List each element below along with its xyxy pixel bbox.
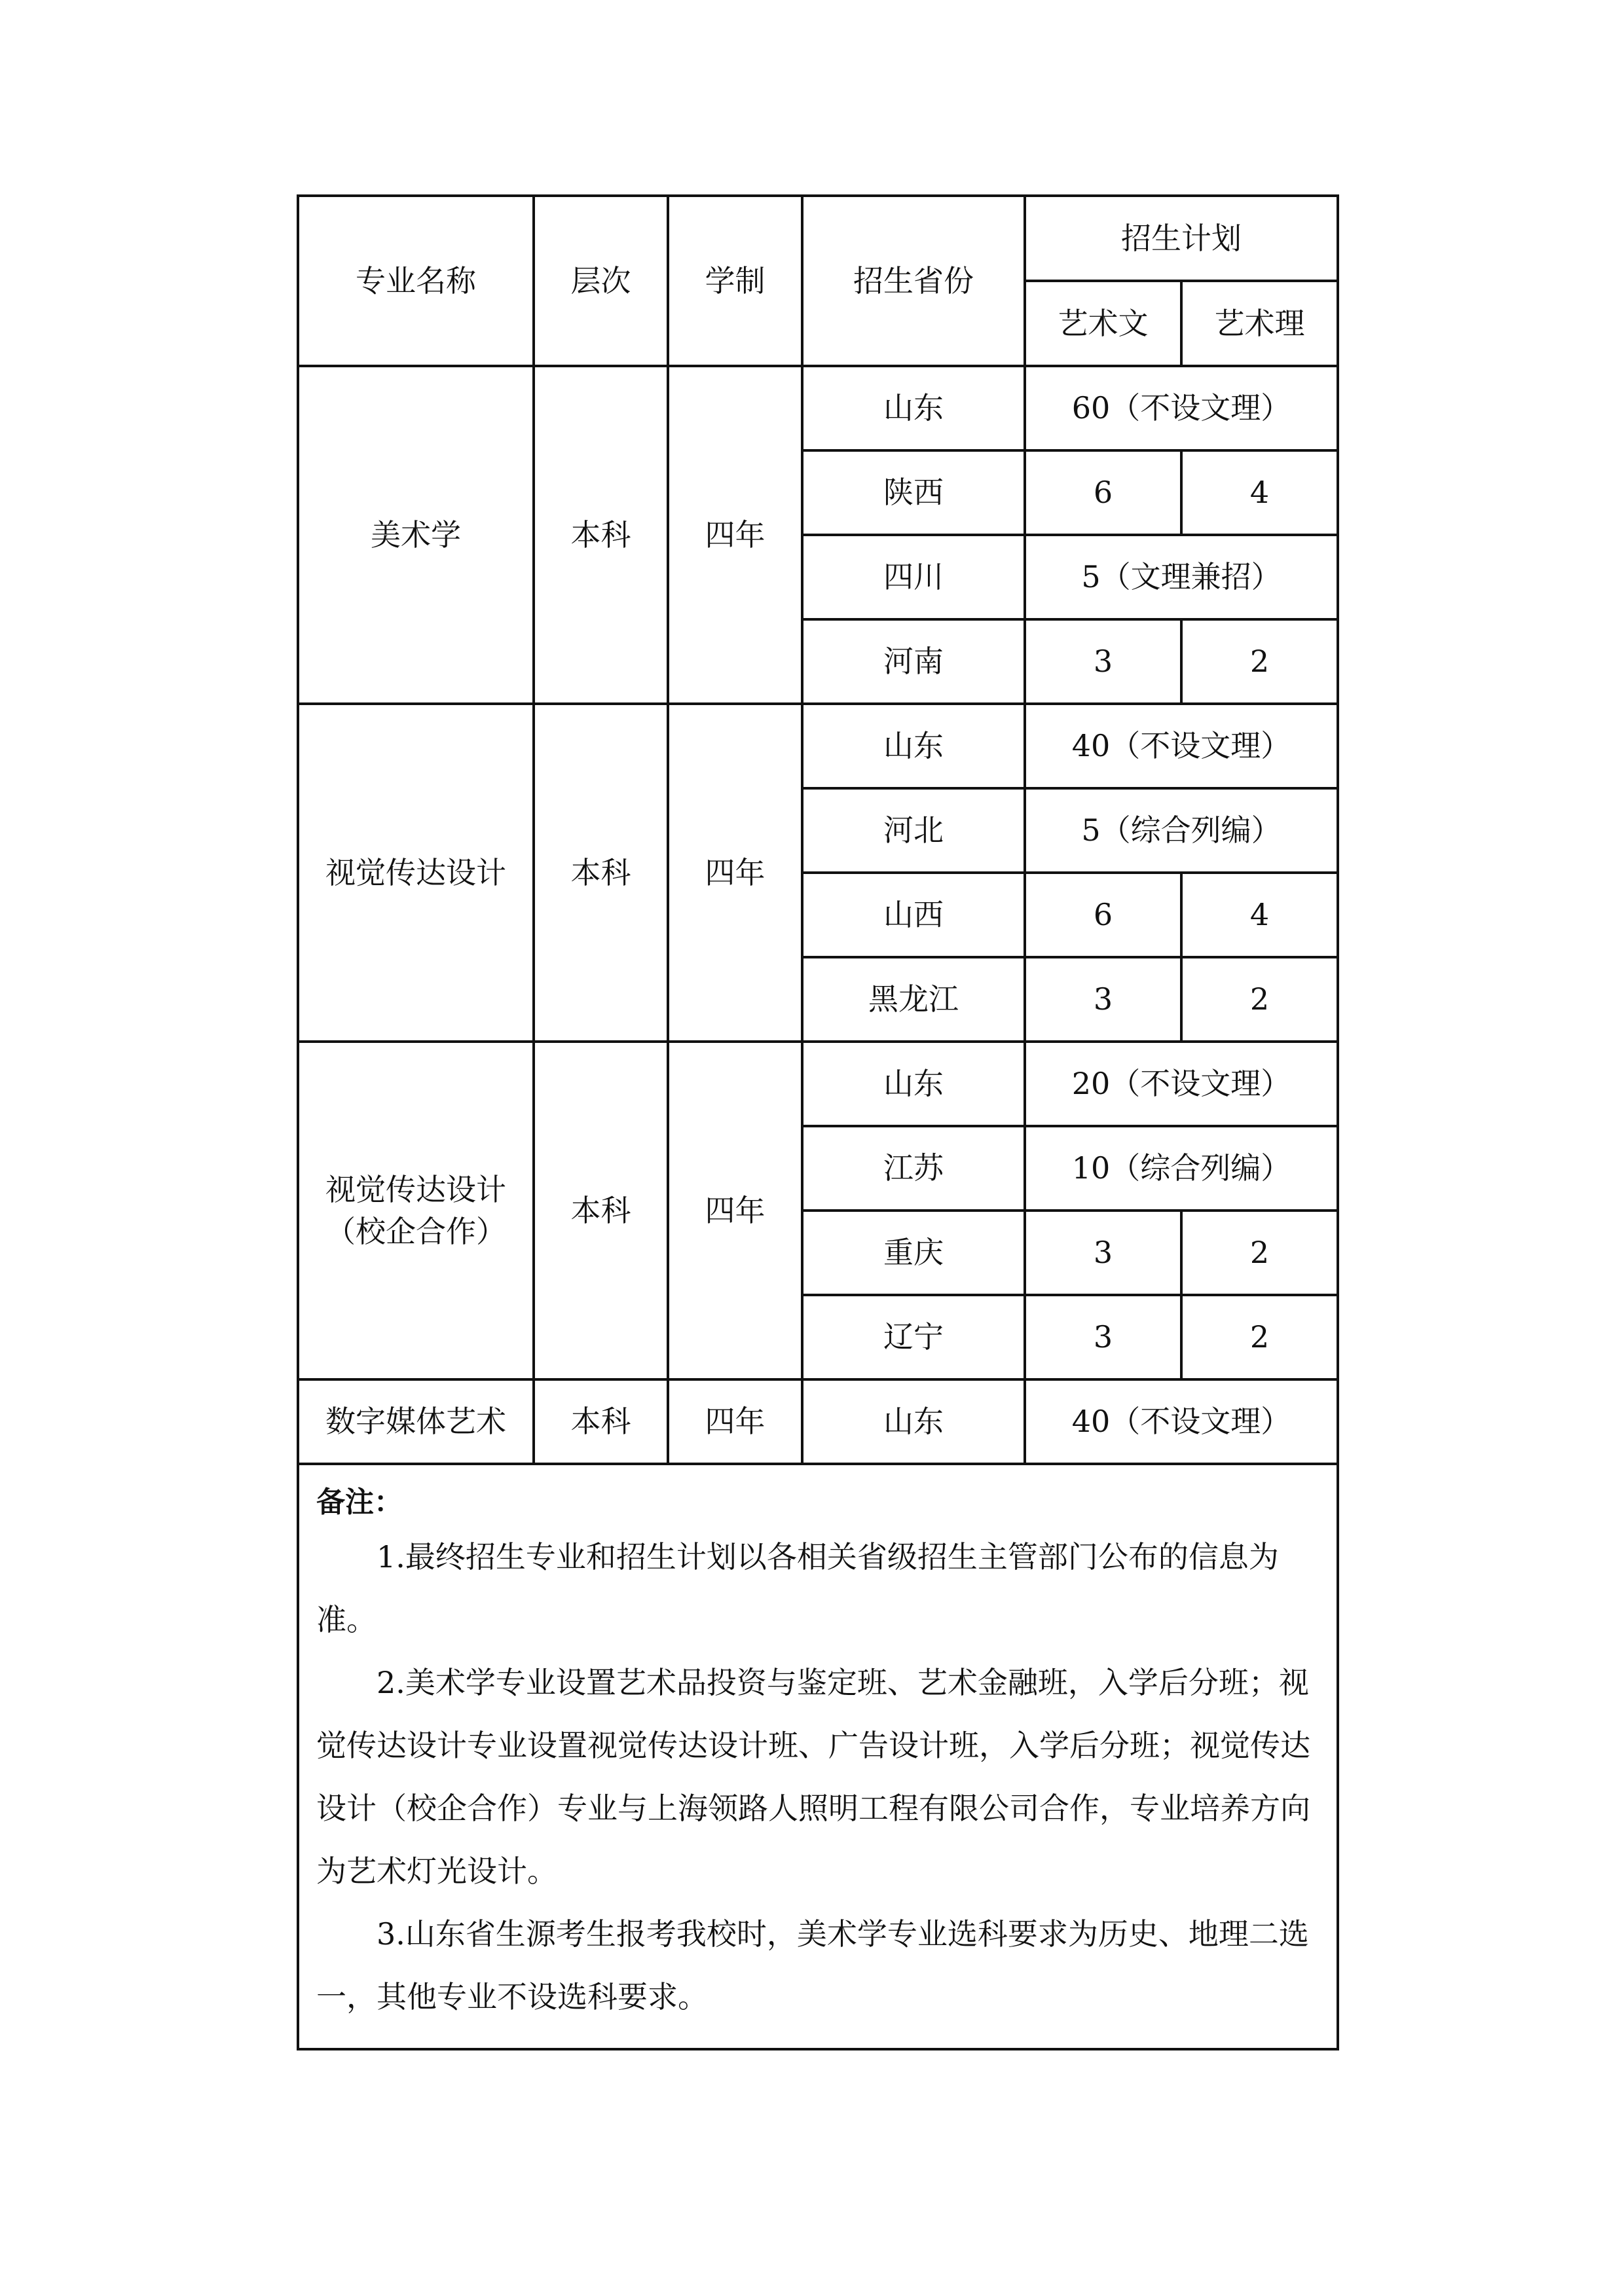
duration-cell: 四年: [668, 1379, 802, 1464]
major-cell: [298, 366, 534, 704]
plan-merged-cell: 40（不设文理）: [1025, 704, 1338, 788]
province-cell: 山西: [802, 873, 1025, 957]
province-cell: 山东: [802, 1379, 1025, 1464]
table-row: [298, 704, 1338, 788]
table-body: [298, 366, 1338, 1464]
plan-li-cell: 4: [1181, 450, 1338, 535]
note-item: 1.最终招生专业和招生计划以各相关省级招生主管部门公布的信息为准。: [316, 1539, 1279, 1638]
plan-wen-cell: 3: [1025, 957, 1181, 1042]
admission-plan-table: [297, 194, 1339, 2050]
plan-wen-cell: 3: [1025, 1211, 1181, 1295]
header-level: 层次: [534, 196, 668, 366]
plan-wen-cell: 6: [1025, 873, 1181, 957]
province-cell: 山东: [802, 704, 1025, 788]
province-cell: 河南: [802, 619, 1025, 704]
major-name-line: 数字媒体艺术: [325, 1404, 506, 1440]
major-name-line: 视觉传达设计: [325, 1171, 506, 1207]
note-item: 2.美术学专业设置艺术品投资与鉴定班、艺术金融班，入学后分班；视觉传达设计专业设置视觉传达设计班、广告设计班，入学后分班；视觉传达设计（校企合作）专业与上海领路人照明工程有限公司合作，专业培养方向为艺术灯光设计。: [316, 1665, 1310, 1889]
level-cell: 本科: [534, 1042, 668, 1379]
level-cell: 本科: [534, 1379, 668, 1464]
province-cell: 山东: [802, 366, 1025, 450]
plan-wen-cell: 3: [1025, 619, 1181, 704]
header-arts-wen: 艺术文: [1025, 281, 1181, 366]
header-province: 招生省份: [802, 196, 1025, 366]
duration-cell: 四年: [668, 704, 802, 1042]
province-cell: 河北: [802, 788, 1025, 873]
province-cell: 四川: [802, 535, 1025, 619]
major-cell: [298, 704, 534, 1042]
major-name-line: 视觉传达设计: [325, 854, 506, 890]
major-name-line: 美术学: [371, 517, 461, 553]
plan-li-cell: 4: [1181, 873, 1338, 957]
plan-li-cell: 2: [1181, 1211, 1338, 1295]
plan-merged-cell: 40（不设文理）: [1025, 1379, 1338, 1464]
province-cell: 江苏: [802, 1126, 1025, 1211]
notes-list: [316, 1525, 1323, 2028]
table-row: [298, 366, 1338, 450]
header-major: 专业名称: [298, 196, 534, 366]
province-cell: 辽宁: [802, 1295, 1025, 1379]
plan-li-cell: 2: [1181, 619, 1338, 704]
header-arts-li: 艺术理: [1181, 281, 1338, 366]
table-row: [298, 1042, 1338, 1126]
plan-li-cell: 2: [1181, 1295, 1338, 1379]
province-cell: 重庆: [802, 1211, 1025, 1295]
level-cell: 本科: [534, 366, 668, 704]
province-cell: 山东: [802, 1042, 1025, 1126]
major-name-line: （校企合作）: [325, 1214, 506, 1249]
plan-li-cell: 2: [1181, 957, 1338, 1042]
notes-title: 备注：: [316, 1485, 403, 1519]
plan-merged-cell: 5（综合列编）: [1025, 788, 1338, 873]
duration-cell: 四年: [668, 366, 802, 704]
plan-merged-cell: 10（综合列编）: [1025, 1126, 1338, 1211]
duration-cell: 四年: [668, 1042, 802, 1379]
table-row: [298, 1379, 1338, 1464]
plan-wen-cell: 3: [1025, 1295, 1181, 1379]
header-plan: 招生计划: [1025, 196, 1338, 281]
major-cell: [298, 1042, 534, 1379]
major-cell: [298, 1379, 534, 1464]
plan-merged-cell: 20（不设文理）: [1025, 1042, 1338, 1126]
plan-merged-cell: 60（不设文理）: [1025, 366, 1338, 450]
admission-plan-document: [297, 194, 1337, 2050]
province-cell: 陕西: [802, 450, 1025, 535]
note-item: 3.山东省生源考生报考我校时，美术学专业选科要求为历史、地理二选一，其他专业不设选科要求。: [316, 1916, 1309, 2015]
province-cell: 黑龙江: [802, 957, 1025, 1042]
plan-wen-cell: 6: [1025, 450, 1181, 535]
header-duration: 学制: [668, 196, 802, 366]
notes-cell: [298, 1464, 1338, 2049]
level-cell: 本科: [534, 704, 668, 1042]
plan-merged-cell: 5（文理兼招）: [1025, 535, 1338, 619]
